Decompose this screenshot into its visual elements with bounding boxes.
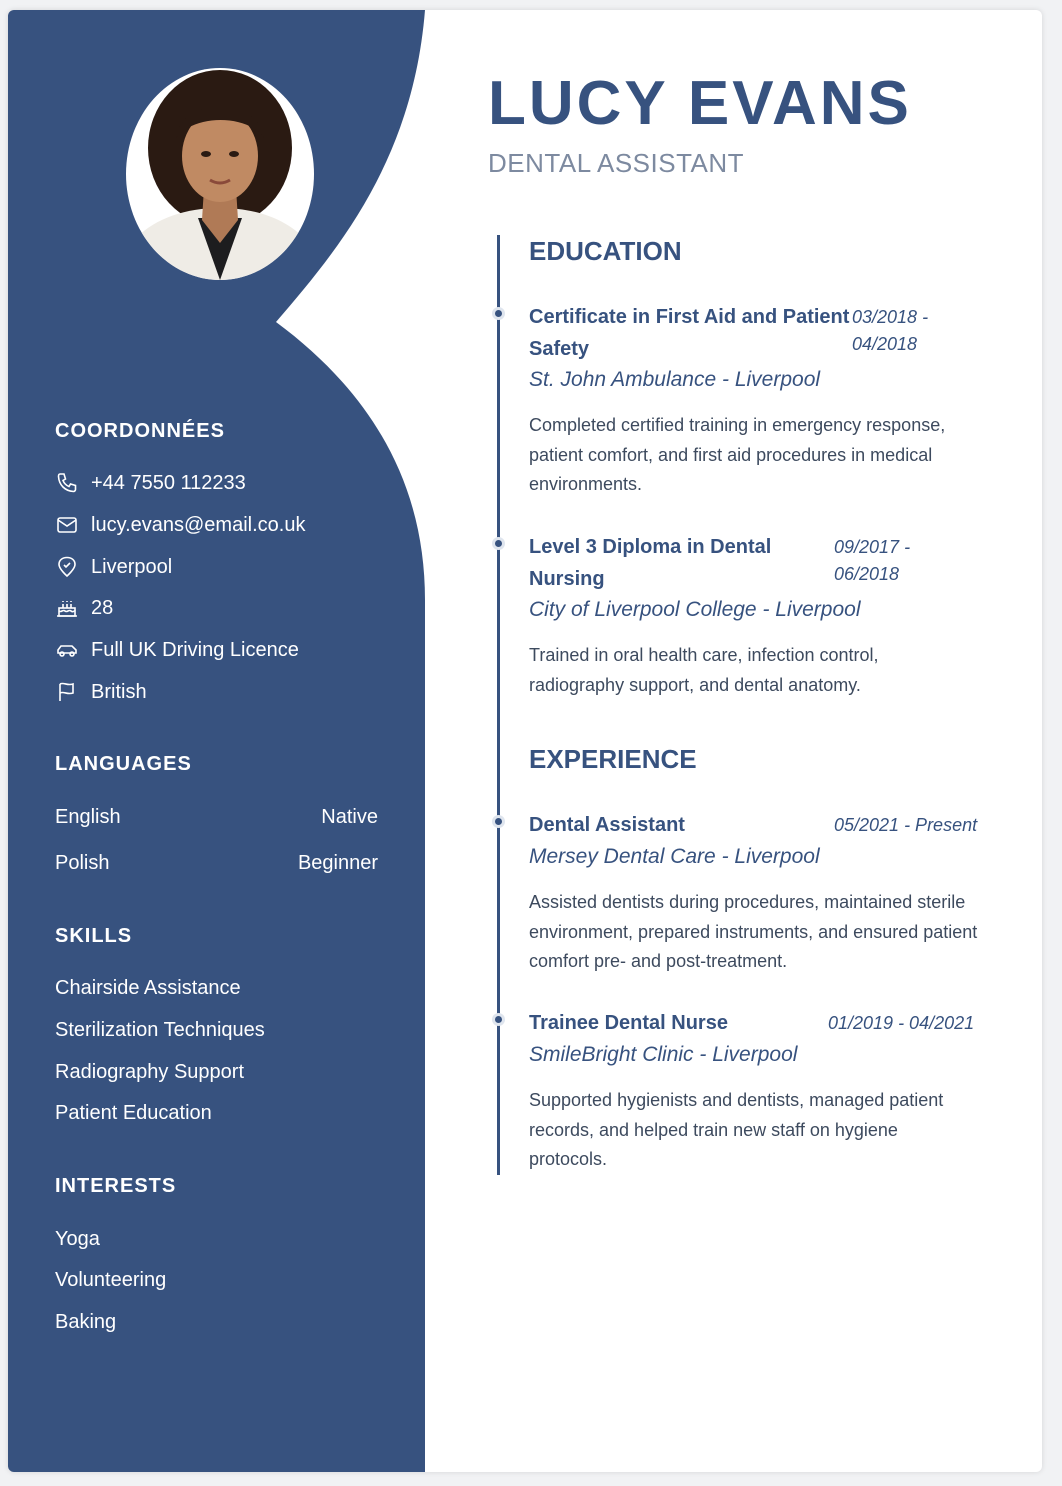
nationality-text: British	[91, 680, 147, 703]
language-level: Native	[321, 806, 378, 828]
language-name: English	[55, 806, 121, 828]
email-icon	[55, 513, 79, 537]
resume-page	[8, 10, 1042, 1472]
experience-heading: EXPERIENCE	[529, 744, 697, 774]
experience-description: Assisted dentists during procedures, maintained sterile environment, prepared instruments, and ensured patient comfort pre- and post-treatment.	[529, 892, 978, 971]
candidate-name: LUCY EVANS	[488, 69, 912, 138]
timeline-line	[497, 235, 500, 1175]
date-line: 09/2017 -	[834, 537, 911, 557]
experience-title: Dental Assistant	[529, 814, 685, 836]
languages-heading: LANGUAGES	[55, 753, 192, 775]
skills-heading: SKILLS	[55, 925, 133, 947]
timeline-dot	[492, 815, 505, 828]
location-pin-icon	[55, 555, 79, 579]
contact-age	[55, 593, 113, 623]
location-text: Liverpool	[91, 555, 173, 578]
skill-item: Chairside Assistance	[55, 977, 241, 999]
age-text: 28	[91, 596, 114, 619]
education-description: Completed certified training in emergency response, patient comfort, and first aid procedures in medical environments.	[529, 415, 946, 494]
date-line: 06/2018	[834, 564, 900, 584]
date-line: 03/2018 -	[852, 307, 929, 327]
skill-item: Patient Education	[55, 1102, 212, 1124]
education-institution: City of Liverpool College - Liverpool	[529, 598, 861, 621]
email-text: lucy.evans@email.co.uk	[91, 513, 306, 536]
education-institution: St. John Ambulance - Liverpool	[529, 368, 821, 391]
title-line: Safety	[529, 338, 590, 360]
interest-item: Baking	[55, 1311, 117, 1333]
education-heading: EDUCATION	[529, 236, 682, 266]
experience-company: Mersey Dental Care - Liverpool	[529, 845, 820, 868]
interest-item: Volunteering	[55, 1269, 167, 1291]
contact-heading: COORDONNÉES	[55, 420, 225, 442]
interests-heading: INTERESTS	[55, 1175, 177, 1197]
car-icon	[55, 638, 79, 662]
timeline-dot	[492, 307, 505, 320]
education-title	[529, 301, 849, 365]
profile-photo	[126, 68, 314, 280]
birthday-cake-icon	[55, 596, 79, 620]
interest-item: Yoga	[55, 1228, 100, 1250]
job-title: DENTAL ASSISTANT	[488, 148, 745, 178]
education-description: Trained in oral health care, infection control, radiography support, and dental anatomy.	[529, 645, 879, 695]
contact-licence	[55, 635, 299, 665]
contact-phone	[55, 468, 246, 498]
language-name: Polish	[55, 852, 110, 874]
title-line: Level 3 Diploma in Dental	[529, 536, 772, 558]
contact-email	[55, 510, 305, 540]
timeline-dot	[492, 537, 505, 550]
phone-icon	[55, 471, 79, 495]
language-row	[55, 806, 378, 829]
language-row	[55, 852, 378, 875]
licence-text: Full UK Driving Licence	[91, 638, 299, 661]
skill-item: Radiography Support	[55, 1061, 245, 1083]
experience-title: Trainee Dental Nurse	[529, 1012, 728, 1034]
education-date	[852, 304, 928, 358]
experience-date: 01/2019 - 04/2021	[828, 1013, 975, 1033]
flag-icon	[55, 680, 79, 704]
title-line: Nursing	[529, 568, 605, 590]
education-title	[529, 531, 771, 595]
timeline-dot	[492, 1013, 505, 1026]
experience-date: 05/2021 - Present	[834, 815, 978, 835]
skill-item: Sterilization Techniques	[55, 1019, 265, 1041]
language-level: Beginner	[297, 852, 378, 874]
education-date	[834, 534, 910, 588]
experience-company: SmileBright Clinic - Liverpool	[529, 1043, 798, 1066]
phone-text: +44 7550 112233	[91, 471, 246, 494]
experience-description: Supported hygienists and dentists, managed patient records, and helped train new staff on hygiene protocols.	[529, 1090, 944, 1169]
date-line: 04/2018	[852, 334, 918, 354]
title-line: Certificate in First Aid and Patient	[529, 306, 850, 328]
contact-nationality	[55, 677, 147, 707]
contact-location	[55, 552, 172, 582]
